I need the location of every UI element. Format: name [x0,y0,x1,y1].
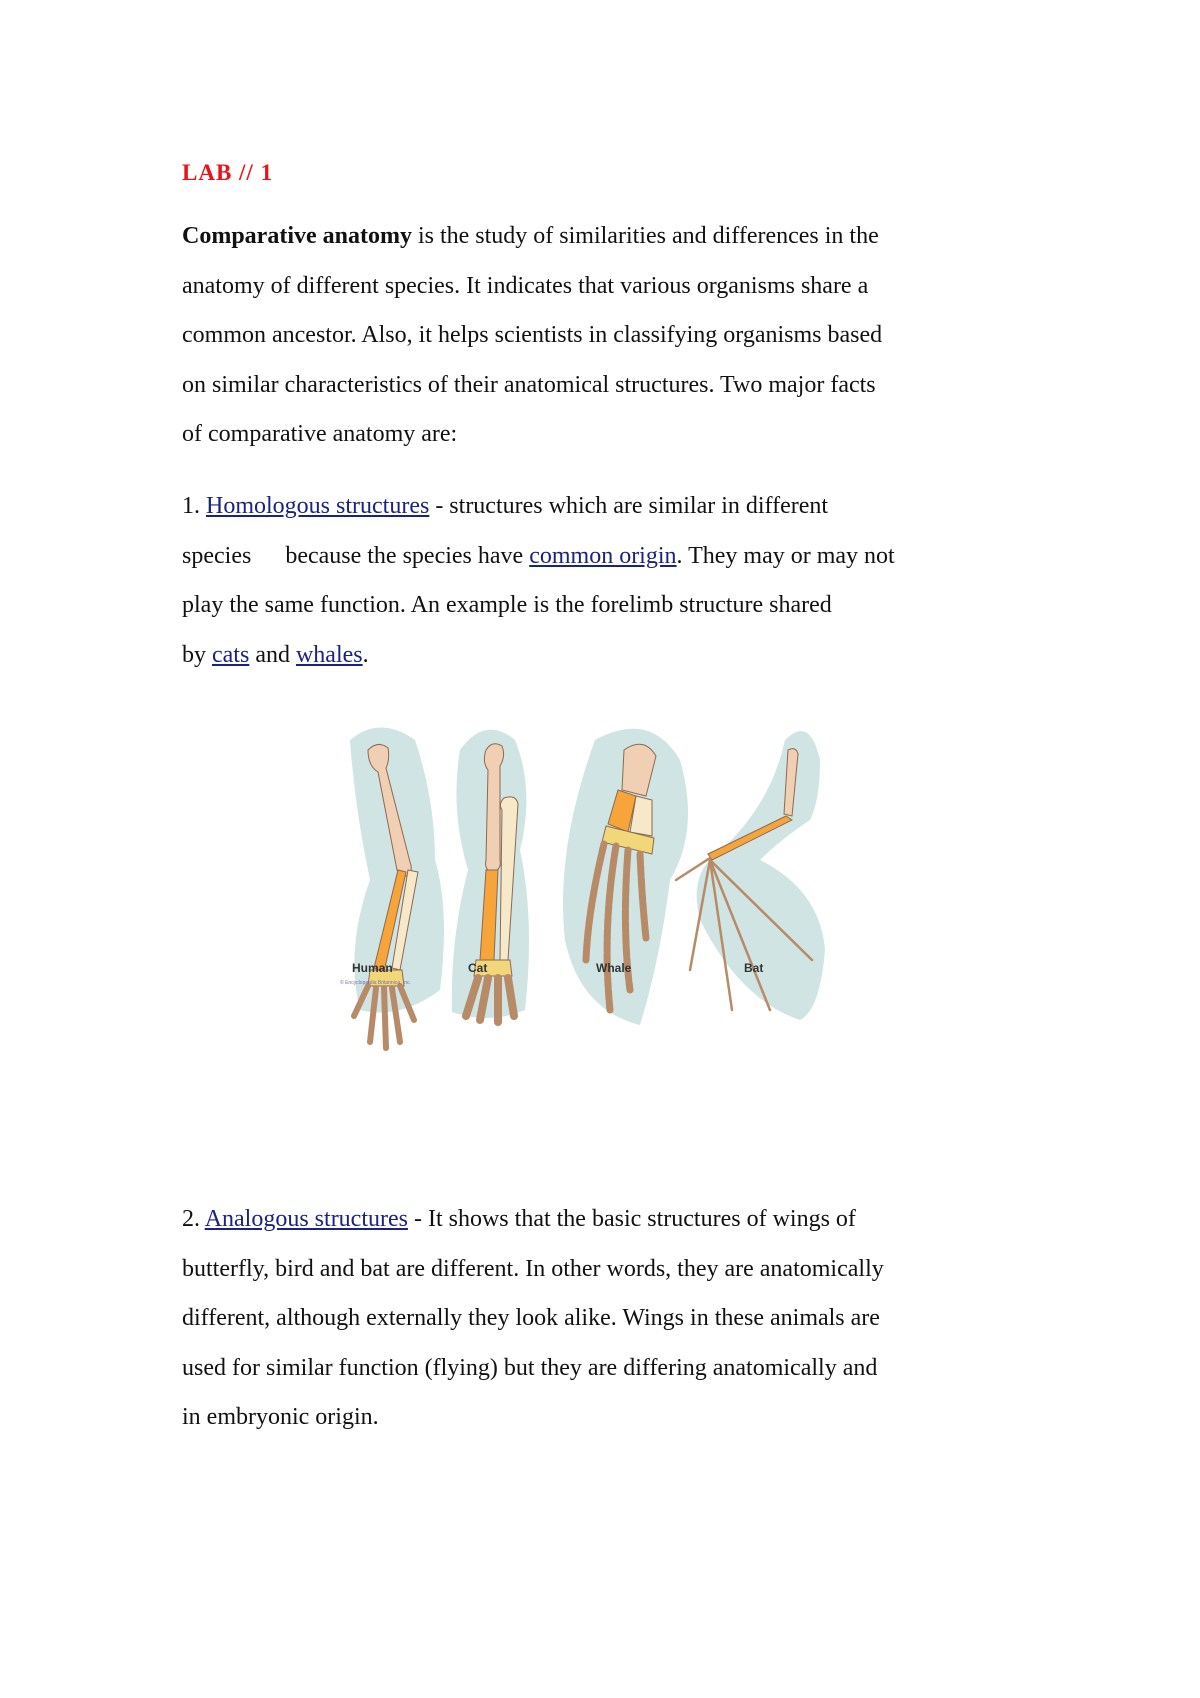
human-forelimb [350,728,444,1049]
bat-forelimb [676,731,825,1020]
homologous-paragraph [182,482,1042,680]
link-whales[interactable]: whales [295,641,363,668]
analogous-line-4: used for similar function (flying) but they are differing anatomically and [182,1354,878,1381]
link-homologous-structures[interactable]: Homologous structures [206,493,430,519]
homologous-line-2: species because the species have common origin. They may or may not [182,542,895,569]
intro-line-2: anatomy of different species. It indicates that various organisms share a [182,272,869,299]
human-digits [354,986,414,1048]
forelimb-diagram [340,720,920,1080]
link-cats[interactable]: cats [212,641,250,668]
intro-line-4: on similar characteristics of their anatomical structures. Two major facts [182,371,876,398]
label-whale: Whale [596,961,632,975]
intro-line-1: Comparative anatomy is the study of similarities and differences in the [182,223,879,249]
link-common-origin[interactable]: common origin [529,542,677,569]
forelimb-figure [340,720,920,1080]
link-analogous-structures[interactable]: Analogous structures [204,1206,408,1232]
analogous-paragraph [182,1195,1042,1443]
label-cat: Cat [468,961,488,975]
intro-line-3: common ancestor. Also, it helps scientists in classifying organisms based [182,322,883,348]
analogous-line-5: in embryonic origin. [182,1404,379,1430]
homologous-line-4: by cats and whales. [182,641,369,668]
lab-heading: LAB // 1 [182,160,274,185]
label-human: Human [352,961,393,975]
figure-credit: © Encyclopædia Britannica, Inc. [340,980,411,986]
homologous-line-3: play the same function. An example is the forelimb structure shared [182,592,832,618]
analogous-line-3: different, although externally they look alike. Wings in these animals are [182,1305,880,1331]
analogous-line-2: butterfly, bird and bat are different. In other words, they are anatomically [182,1255,884,1282]
cat-forelimb [452,730,529,1022]
intro-line-5: of comparative anatomy are: [182,421,458,447]
intro-paragraph [182,212,1042,460]
whale-forelimb [563,729,688,1025]
analogous-line-1: 2. Analogous structures - It shows that the basic structures of wings of [182,1206,856,1232]
term-comparative-anatomy: Comparative anatomy [182,223,412,249]
label-bat: Bat [744,961,764,975]
homologous-line-1: 1. Homologous structures - structures which are similar in different [182,493,829,519]
